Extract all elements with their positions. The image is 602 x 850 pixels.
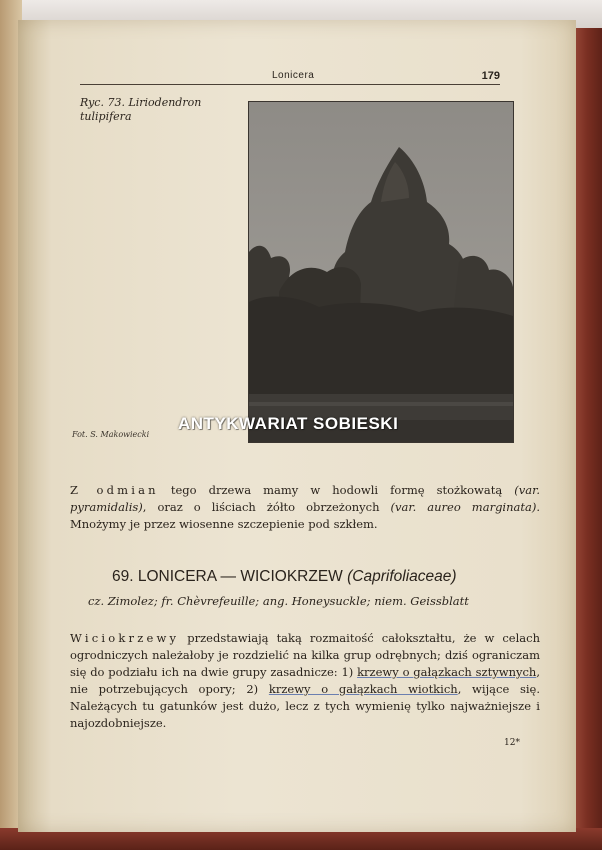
name-english: ang. Honeysuckle; (262, 594, 371, 608)
paragraph2-group-1: krzewy o gałązkach sztywnych (357, 665, 537, 679)
watermark: ANTYKWARIAT SOBIESKI (178, 414, 399, 433)
paragraph2-group-2: krzewy o gałązkach wiotkich (268, 682, 458, 696)
paragraph2-text-c: , wijące się. Należących tu gatunków jest dużo, lecz z tych wymienię tylko najważniejsze i najozdobniejsze. (70, 682, 540, 730)
paragraph1-variety-a: (var. pyramidalis) (70, 483, 540, 514)
paragraph1-variety-b: (var. aureo marginata) (390, 500, 537, 514)
paragraph1-text-c: . Mnożymy je przez wiosenne szczepienie pod szkłem. (70, 500, 540, 531)
caption-line-2: tulipifera (80, 110, 132, 123)
name-german: niem. Geissblatt (374, 594, 469, 608)
paragraph1-text-a: tego drzewa mamy w hodowli formę stożkowatą (158, 483, 515, 497)
name-czech: cz. Zimolez; (88, 594, 158, 608)
header-title: Lonicera (272, 70, 315, 81)
tree-photograph (248, 101, 514, 443)
header-rule (80, 84, 500, 85)
name-french: fr. Chèvrefeuille; (161, 594, 260, 608)
section-family: (Caprifoliaceae) (347, 568, 457, 585)
section-heading (112, 568, 457, 586)
paragraph1-text-b: , oraz o liściach żółto obrzeżonych (142, 500, 391, 514)
running-header (80, 70, 500, 84)
paragraph2-lead: Wiciokrzewy (70, 631, 180, 645)
paragraph-wiciokrzew (70, 630, 540, 732)
paragraph2-text-b: , nie potrzebujących opory; 2) (70, 665, 540, 696)
section-heading-text: 69. LONICERA — WICIOKRZEW (112, 568, 343, 585)
page-number: 179 (481, 70, 500, 82)
signature-mark: 12* (504, 738, 520, 748)
paragraph-varieties (70, 482, 540, 533)
figure-caption (80, 96, 250, 124)
paragraph1-lead: Z odmian (70, 483, 159, 497)
book-cover-right (572, 28, 602, 833)
paragraph2-text-a: przedstawiają taką rozmaitość całokształtu, że w celach ogrodniczych należałoby je rozdzielić na kilka grup odrębnych; dziś ograniczam się do podziału ich na dwie grupy zasadnicze: 1) (70, 631, 540, 679)
caption-line-1: Ryc. 73. Liriodendron (80, 96, 202, 109)
photo-credit: Fot. S. Makowiecki (72, 430, 150, 439)
tree-photo-image (249, 102, 513, 442)
common-names (88, 594, 469, 608)
